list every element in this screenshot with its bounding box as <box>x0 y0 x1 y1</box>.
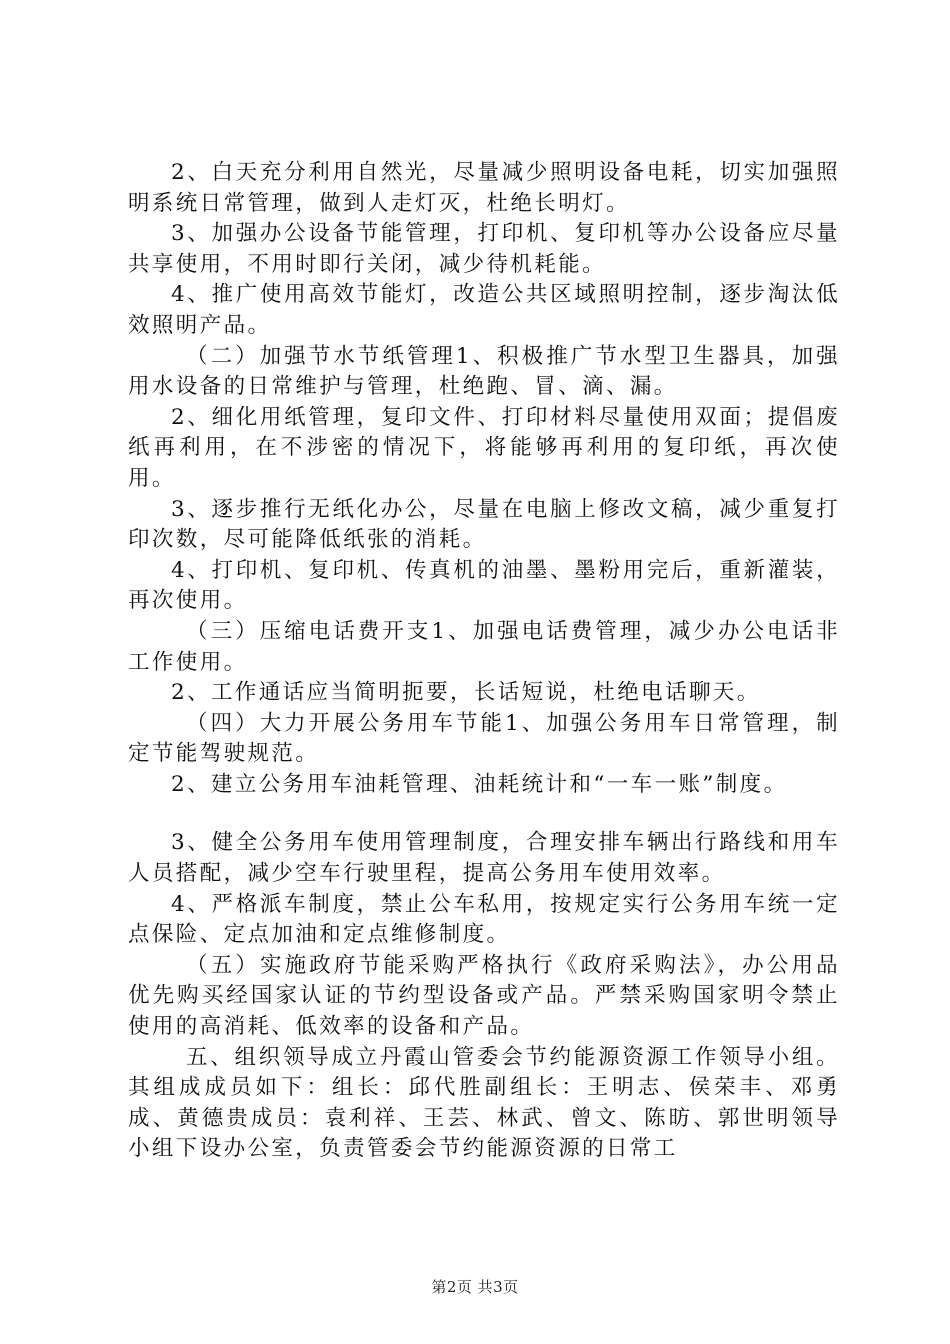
paragraph: 4、严格派车制度，禁止公车私用，按规定实行公务用车统一定点保险、定点加油和定点维修制度。 <box>128 891 840 948</box>
paragraph: 2、工作通话应当简明扼要，长话短说，杜绝电话聊天。 <box>171 680 761 706</box>
section-paragraph: 五、组织领导成立丹霞山管委会节约能源资源工作领导小组。其组成成员如下：组长：邱代胜副组长：王明志、侯荣丰、邓勇成、黄德贵成员：袁利祥、王芸、林武、曾文、陈昉、郭世明领导小组下设办公室，负责管委会节约能源资源的日常工 <box>128 1044 840 1162</box>
paragraph: 3、健全公务用车使用管理制度，合理安排车辆出行路线和用车人员搭配，减少空车行驶里程，提高公务用车使用效率。 <box>128 830 840 887</box>
document-body <box>128 158 840 1165</box>
paragraph: 2、白天充分利用自然光，尽量减少照明设备电耗，切实加强照明系统日常管理，做到人走灯灭，杜绝长明灯。 <box>128 160 840 216</box>
paragraph: 3、逐步推行无纸化办公，尽量在电脑上修改文稿，减少重复打印次数，尽可能降低纸张的消耗。 <box>128 496 840 553</box>
section-paragraph: （五）实施政府节能采购严格执行《政府采购法》，办公用品优先购买经国家认证的节约型设备或产品。严禁采购国家明令禁止使用的高消耗、低效率的设备和产品。 <box>128 952 840 1040</box>
section-paragraph: （四）大力开展公务用车节能1、加强公务用车日常管理，制定节能驾驶规范。 <box>128 710 840 767</box>
paragraph: 4、打印机、复印机、传真机的油墨、墨粉用完后，重新灌装，再次使用。 <box>128 557 840 614</box>
paragraph: 2、细化用纸管理，复印文件、打印材料尽量使用双面；提倡废纸再利用，在不涉密的情况下，将能够再利用的复印纸，再次使用。 <box>128 404 840 491</box>
section-paragraph: （二）加强节水节纸管理1、积极推广节水型卫生器具，加强用水设备的日常维护与管理，杜绝跑、冒、滴、漏。 <box>128 343 840 400</box>
paragraph: 2、建立公务用车油耗管理、油耗统计和“一车一账”制度。 <box>171 771 788 797</box>
page-number-footer: 第2页 共3页 <box>431 1278 519 1296</box>
section-paragraph: （三）压缩电话费开支1、加强电话费管理，减少办公电话非工作使用。 <box>128 618 840 675</box>
paragraph: 4、推广使用高效节能灯，改造公共区域照明控制，逐步淘汰低效照明产品。 <box>128 282 840 338</box>
paragraph: 3、加强办公设备节能管理，打印机、复印机等办公设备应尽量共享使用，不用时即行关闭，减少待机耗能。 <box>128 221 840 277</box>
